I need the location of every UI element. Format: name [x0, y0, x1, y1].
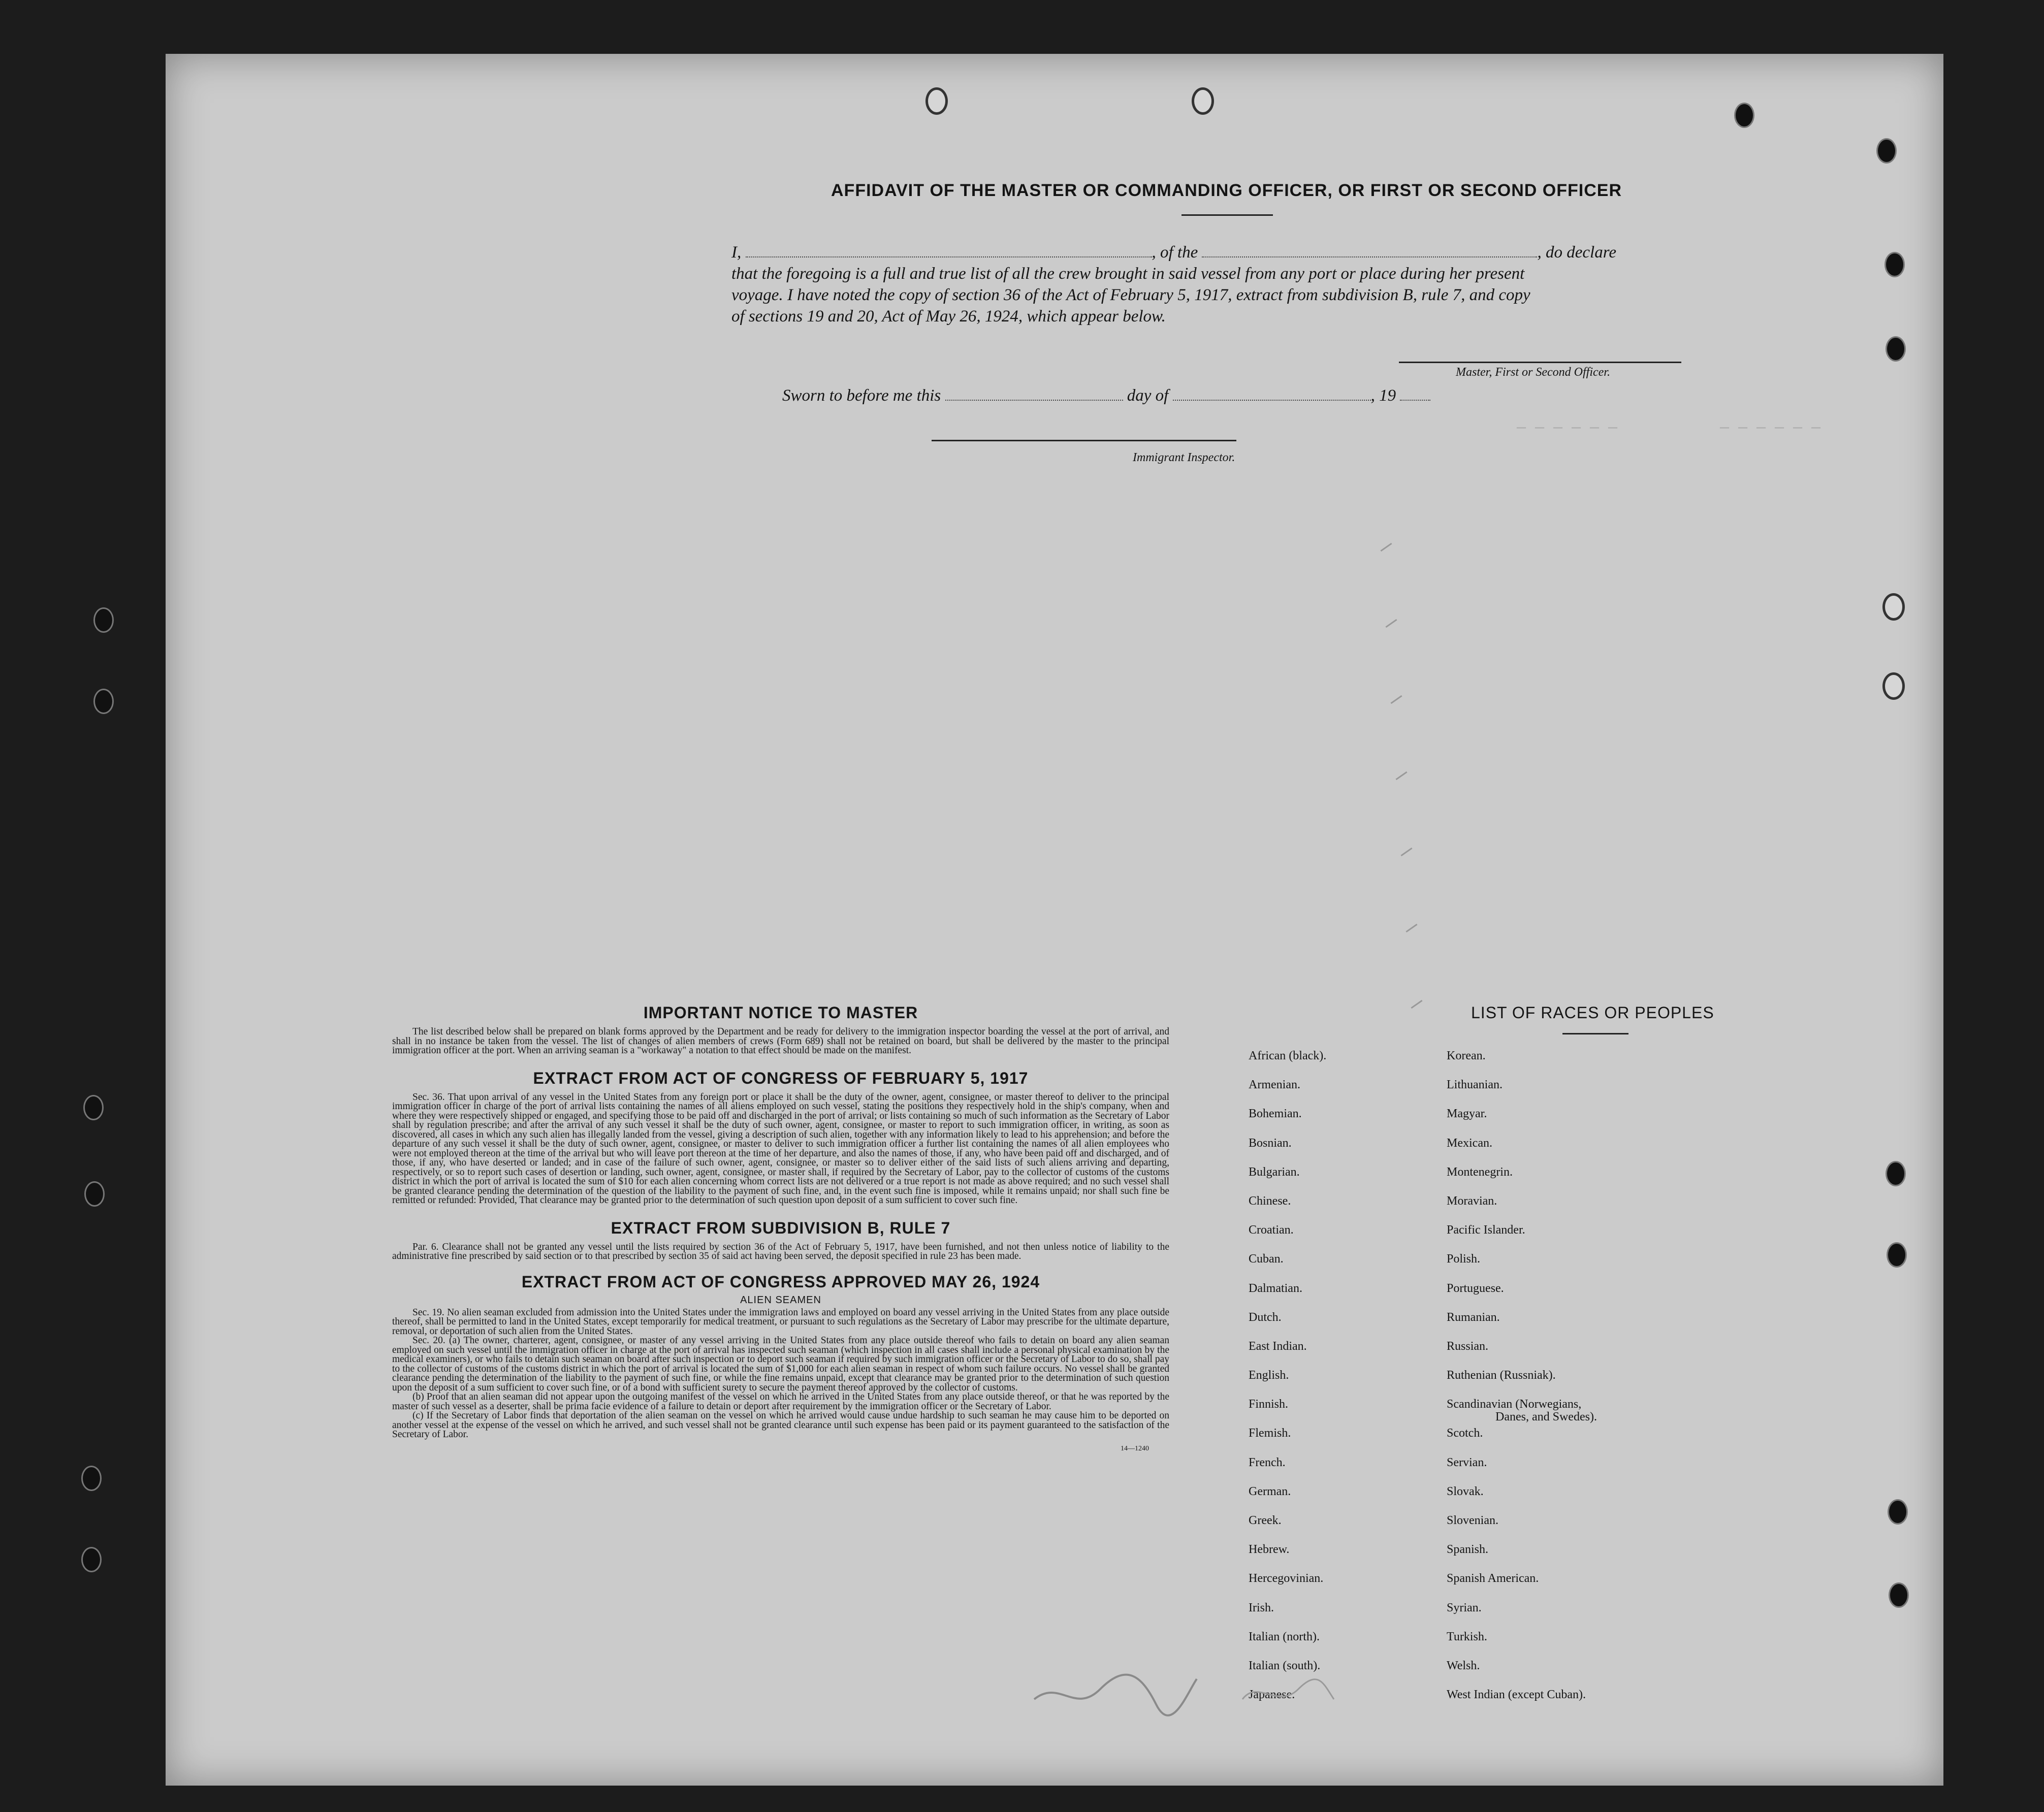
race-label: West Indian (except Cuban).	[1447, 1688, 1586, 1702]
bleed-through-text: — — — — — —	[1517, 419, 1618, 437]
punch-hole	[1882, 672, 1905, 700]
punch-hole	[1888, 1499, 1908, 1525]
race-item	[1447, 1223, 1711, 1252]
race-label: Korean.	[1447, 1049, 1486, 1062]
sworn-year: , 19	[1370, 386, 1396, 405]
race-item	[1447, 1572, 1711, 1601]
notice-body: The list described below shall be prepared on blank forms approved by the Department and be ready for delivery to the immigration inspector boarding the vessel at the port of arrival, and shall in no instance be taken from the vessel. The list of changes of alien members of crews (Form 689) shall not be retained on board, but shall be delivered by the master to the principal immigration officer at the port. When an arriving seaman is a "workaway" a notation to that effect should be made on the manifest.	[392, 1026, 1169, 1056]
extract-1924-sec20c: (c) If the Secretary of Labor finds that deportation of the alien seaman on the vessel on which he arrived would cause undue hardship to such seaman he may cause him to be deported on another vessel at the expense of the vessel on which he arrived, and such vessel shall not be granted clearance until such expense has been paid or its payment guaranteed to the satisfaction of the Secretary of Labor.	[392, 1410, 1169, 1440]
punch-hole	[83, 1095, 104, 1120]
sworn-month-blank[interactable]	[1173, 397, 1371, 401]
bleed-through-text: — — — — — —	[1720, 419, 1821, 437]
race-label: Welsh.	[1447, 1659, 1480, 1672]
affidavit-i: I,	[731, 243, 742, 262]
race-label: Irish.	[1249, 1601, 1274, 1614]
race-item	[1447, 1514, 1711, 1543]
race-item	[1447, 1340, 1711, 1369]
extract-1924-title: EXTRACT FROM ACT OF CONGRESS APPROVED MAY 26, 1924	[521, 1272, 1040, 1291]
name-blank[interactable]	[746, 253, 1152, 257]
race-item	[1447, 1398, 1711, 1427]
race-item	[1447, 1252, 1711, 1281]
race-item	[1447, 1485, 1711, 1514]
race-label: Chinese.	[1249, 1194, 1291, 1208]
race-label: French.	[1249, 1455, 1286, 1469]
extract-1924-sec20a: Sec. 20. (a) The owner, charterer, agent, consignee, or master of any vessel arriving in the United States from any place outside thereof who fails to detain on board any alien seaman employed on such vessel until the immigration officer in charge at the port of arrival has inspected such seaman (which inspection in all cases shall include a personal physical examination by the medical examiners), or who fails to detain such seaman on board after such inspection or to deport such seaman if required by such immigration officer or the Secretary of Labor to do so, shall pay to the collector of customs of the customs district in which the port of arrival is located the sum of $1,000 for each alien seaman in respect of whom such failure occurs. No vessel shall be granted clearance pending the determination of the liability to the payment of such fine, or while the fine remains unpaid, except that clearance may be granted prior to the determination of such question upon the deposit of a sum sufficient to cover such fine, or of a bond with sufficient surety to secure the payment thereof approved by the collector of customs.	[392, 1335, 1169, 1393]
affidavit-body	[731, 242, 1717, 327]
title-rule	[1181, 214, 1273, 216]
affidavit-declare: , do declare	[1537, 243, 1616, 262]
sworn-date-blank[interactable]	[945, 397, 1123, 401]
punch-hole	[1876, 138, 1897, 164]
sworn-day-of: day of	[1127, 386, 1169, 405]
race-label: Mexican.	[1447, 1136, 1492, 1150]
punch-hole	[1885, 252, 1905, 277]
race-label: Ruthenian (Russniak).	[1447, 1369, 1556, 1382]
race-label: Dutch.	[1249, 1310, 1282, 1324]
races-rule	[1562, 1033, 1628, 1034]
legal-notices	[392, 1004, 1169, 1453]
punch-hole	[93, 689, 114, 714]
tick-mark	[1411, 1000, 1422, 1009]
race-label: Rumanian.	[1447, 1310, 1500, 1324]
race-item	[1447, 1282, 1711, 1311]
race-label: English.	[1249, 1369, 1289, 1382]
race-label: Polish.	[1447, 1252, 1481, 1266]
extract-1924-sec19: Sec. 19. No alien seaman excluded from admission into the United States under the immigration laws and employed on board any vessel arriving in the United States from any place outside thereof, shall be permitted to land in the United States, except temporarily for medical treatment, or pursuant to such regulations as the Secretary of Labor may prescribe for the ultimate departure, removal, or deportation of such alien from the United States.	[392, 1307, 1169, 1337]
affidavit-of-the: , of the	[1152, 243, 1198, 262]
punch-hole	[1887, 1242, 1907, 1268]
pencil-scribble	[1237, 1669, 1339, 1714]
race-item	[1447, 1166, 1711, 1194]
extract-1917-title: EXTRACT FROM ACT OF CONGRESS OF FEBRUARY 5, 1917	[533, 1069, 1029, 1087]
race-label: Slovak.	[1447, 1484, 1484, 1498]
race-item	[1447, 1078, 1711, 1107]
extract-1917-body: Sec. 36. That upon arrival of any vessel in the United States from any foreign port or place it shall be the duty of the owner, agent, consignee, or master thereof to deliver to the principal immigration officer in charge of the port of arrival lists containing the names of all aliens employed on such vessel, stating the positions they respectively hold in the ship's company, when and where they were respectively shipped or engaged, and specifying those to be paid off and discharged in the port of arrival; or lists containing so much of such information as the Secretary of Labor shall by regulation prescribe; and after the arrival of any such vessel it shall be the duty of such owner, agent, consignee, or master to report to such immigration officer, in writing, as soon as discovered, all cases in which any such alien has illegally landed from the vessel, giving a description of such alien, together with any information likely to lead to his apprehension; and before the departure of any such vessel it shall be the duty of such owner, agent, consignee, or master to deliver to such immigration officer a further list containing the names of all alien employees who were not employed thereon at the time of the arrival but who will leave port thereon at the time of her departure, and also the names of those, if any, who have been paid off and discharged, and of those, if any, who have deserted or landed; and in case of the failure of such owner, agent, consignee, or master so to deliver either of the said lists of such aliens arriving and departing, respectively, or so to report such cases of desertion or landing, such owner, agent, consignee, or master shall, if required by the Secretary of Labor, pay to the collector of customs of the customs district in which the port of arrival is located the sum of $10 for each alien concerning whom correct lists are not delivered or a true report is not made as above required; and no such vessel shall be granted clearance pending the determination of the question of the liability to the payment of such fine, and, in the event such fine is imposed, while it remains unpaid; nor shall such fine be remitted or refunded: Provided, That clearance may be granted prior to the determination of such question upon deposit of a sum sufficient to cover such fine.	[392, 1091, 1169, 1206]
race-label: Turkish.	[1447, 1630, 1487, 1643]
race-label: Greek.	[1249, 1514, 1282, 1527]
vessel-blank[interactable]	[1202, 253, 1537, 257]
race-label: African (black).	[1249, 1049, 1327, 1062]
race-item	[1447, 1107, 1711, 1136]
punch-hole	[925, 87, 948, 115]
race-item	[1447, 1137, 1711, 1166]
race-label: Bohemian.	[1249, 1107, 1302, 1121]
extract-1924-sec20b: (b) Proof that an alien seaman did not appear upon the outgoing manifest of the vessel on which he arrived in the United States from any place outside thereof, or that he was reported by the master of such vessel as a deserter, shall be prima facie evidence of a failure to detain or deport after requirement by the immigration officer or the Secretary of Labor.	[392, 1392, 1169, 1412]
manifest-page	[166, 54, 1943, 1786]
punch-hole	[81, 1547, 102, 1572]
inspector-caption: Immigrant Inspector.	[1133, 451, 1235, 464]
race-label: Bulgarian.	[1249, 1165, 1300, 1179]
race-label: Spanish American.	[1447, 1572, 1539, 1586]
races-list-right	[1447, 1049, 1711, 1717]
race-label: Italian (north).	[1249, 1630, 1320, 1643]
race-label: Russian.	[1447, 1339, 1489, 1353]
races-title: LIST OF RACES OR PEOPLES	[1471, 1004, 1714, 1022]
form-number: 14—1240	[1121, 1444, 1149, 1452]
sworn-prefix: Sworn to before me this	[782, 386, 941, 405]
race-item	[1447, 1427, 1711, 1455]
race-label: Armenian.	[1249, 1078, 1300, 1092]
punch-hole	[93, 607, 114, 633]
race-label: Servian.	[1447, 1455, 1487, 1469]
race-label: Portuguese.	[1447, 1281, 1504, 1295]
race-label: Flemish.	[1249, 1427, 1291, 1440]
affidavit-line-4: of sections 19 and 20, Act of May 26, 1924, which appear below.	[731, 307, 1166, 326]
extract-rule7-body: Par. 6. Clearance shall not be granted any vessel until the lists required by section 36 of the Act of February 5, 1917, have been furnished, and not then unless notice of liability to the administrative fine prescribed by said section or to that prescribed by section 35 of said act having been served, the deposit specified in rule 23 has been made.	[392, 1241, 1169, 1261]
race-label: Hercegovinian.	[1249, 1572, 1324, 1586]
punch-hole	[84, 1181, 105, 1207]
race-item	[1447, 1194, 1711, 1223]
race-item	[1447, 1543, 1711, 1572]
extract-rule7-title: EXTRACT FROM SUBDIVISION B, RULE 7	[611, 1218, 951, 1237]
tick-mark	[1380, 543, 1392, 552]
race-label: Scandinavian (Norwegians,	[1447, 1398, 1582, 1411]
punch-hole	[1734, 103, 1754, 128]
race-label: Lithuanian.	[1447, 1078, 1503, 1092]
race-label: Finnish.	[1249, 1398, 1289, 1411]
pencil-scribble	[1029, 1659, 1202, 1720]
race-item	[1447, 1049, 1711, 1078]
race-label: Italian (south).	[1249, 1659, 1321, 1672]
tick-mark	[1406, 924, 1417, 932]
inspector-signature-line[interactable]	[932, 440, 1236, 441]
sworn-statement	[782, 386, 1524, 405]
race-label: Scotch.	[1447, 1427, 1483, 1440]
race-label: Japanese.	[1249, 1688, 1295, 1702]
race-item	[1447, 1659, 1711, 1688]
race-item	[1447, 1630, 1711, 1659]
tick-mark	[1385, 619, 1397, 628]
race-label-continuation: Danes, and Swedes).	[1495, 1410, 1597, 1424]
punch-hole	[1192, 87, 1214, 115]
affidavit-line-2: that the foregoing is a full and true list of all the crew brought in said vessel from any port or place during her present	[731, 265, 1525, 283]
race-label: Spanish.	[1447, 1543, 1489, 1557]
race-label: Cuban.	[1249, 1252, 1284, 1266]
sworn-year-blank[interactable]	[1400, 397, 1430, 401]
affidavit-title: AFFIDAVIT OF THE MASTER OR COMMANDING OFFICER, OR FIRST OR SECOND OFFICER	[831, 181, 1622, 200]
race-label: Croatian.	[1249, 1223, 1294, 1237]
race-item	[1447, 1688, 1711, 1717]
race-label: Bosnian.	[1249, 1136, 1292, 1150]
punch-hole	[1886, 336, 1906, 362]
punch-hole	[1882, 593, 1905, 621]
race-label: Dalmatian.	[1249, 1281, 1302, 1295]
race-item	[1447, 1601, 1711, 1630]
affidavit-line-3: voyage. I have noted the copy of section 36 of the Act of February 5, 1917, extract from subdivision B, rule 7, and copy	[731, 286, 1530, 304]
race-label: Hebrew.	[1249, 1543, 1290, 1557]
race-label: Montenegrin.	[1447, 1165, 1513, 1179]
race-label: Magyar.	[1447, 1107, 1487, 1121]
race-label: Moravian.	[1447, 1194, 1497, 1208]
tick-mark	[1400, 848, 1412, 856]
master-signature-caption: Master, First or Second Officer.	[1456, 366, 1610, 379]
race-label: Syrian.	[1447, 1601, 1482, 1614]
punch-hole	[1889, 1582, 1909, 1608]
race-label: Slovenian.	[1447, 1514, 1498, 1527]
race-label: East Indian.	[1249, 1339, 1307, 1353]
tick-mark	[1390, 695, 1402, 704]
race-item	[1447, 1369, 1711, 1398]
race-item	[1447, 1311, 1711, 1340]
extract-1924-subtitle: ALIEN SEAMEN	[740, 1294, 821, 1306]
race-label: German.	[1249, 1484, 1291, 1498]
race-item	[1447, 1456, 1711, 1485]
master-signature-line[interactable]	[1399, 362, 1681, 363]
race-label: Pacific Islander.	[1447, 1223, 1525, 1237]
punch-hole	[81, 1466, 102, 1491]
tick-mark	[1395, 771, 1407, 780]
notice-title: IMPORTANT NOTICE TO MASTER	[643, 1004, 918, 1022]
punch-hole	[1886, 1161, 1906, 1186]
